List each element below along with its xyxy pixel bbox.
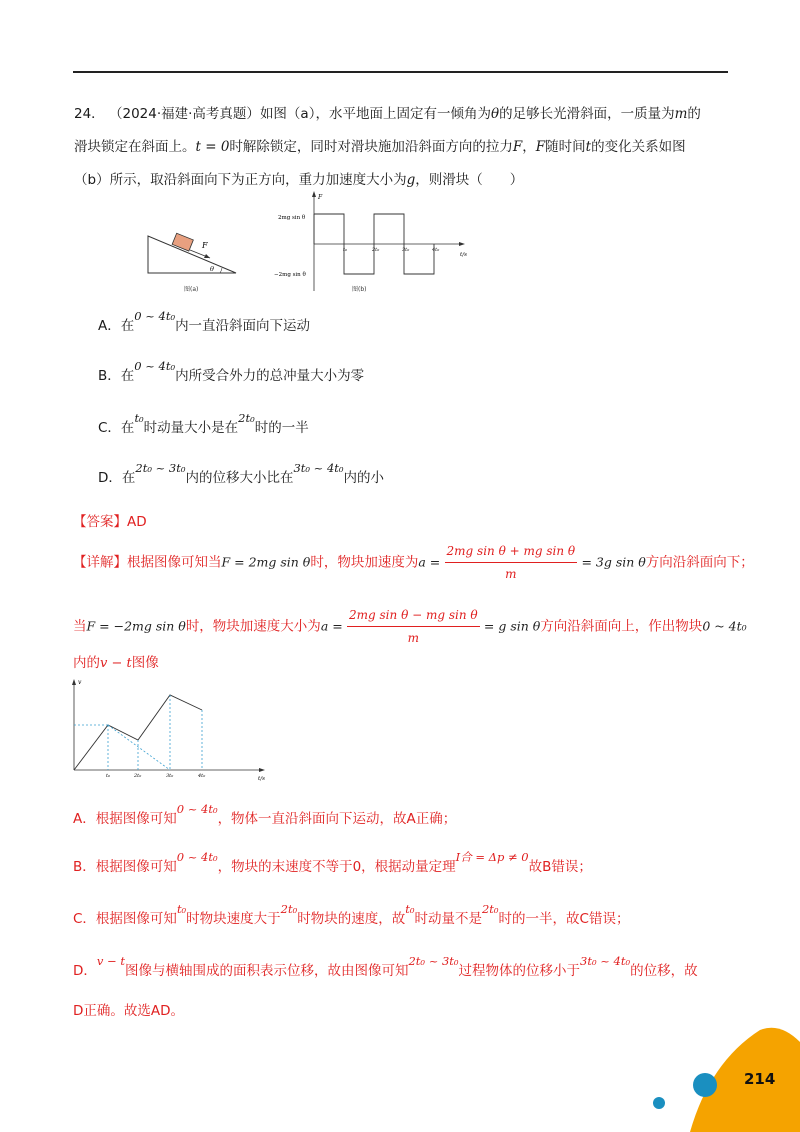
vt-tick: 4t₀ xyxy=(198,773,206,779)
figure-b-neg-label: −2mg sin θ xyxy=(274,272,306,278)
figure-a-incline xyxy=(140,218,250,296)
figure-b-caption: 图(b) xyxy=(352,286,367,293)
answer-tag: 【答案】 xyxy=(73,514,127,530)
analysis-d: D．v − t图像与横轴围成的面积表示位移，故由图像可知2t₀ ~ 3t₀过程物体的位移小于3t₀ ~ 4t₀的位移，故 xyxy=(73,954,698,979)
vt-graph xyxy=(66,676,276,782)
fraction: $\frac{\text{2mg sin θ + mg sin θ}}{m}$ xyxy=(445,540,578,585)
detail-line-2: 当F = −2mg sin θ时，物块加速度大小为a = $\frac{\text{2mg sin θ − mg sin θ}}{m}$ = g sin θ方向沿斜面向上，作出物块0 ~ 4t₀ xyxy=(73,604,747,649)
question-number: 24． xyxy=(74,106,105,122)
figure-b-tick: 4t₀ xyxy=(432,247,440,253)
detail-line-3: 内的v − t图像 xyxy=(73,655,159,671)
figure-b-xaxis: t/s xyxy=(460,252,467,258)
figure-b-tick: t₀ xyxy=(343,247,348,253)
figure-b-tick: 2t₀ xyxy=(372,247,380,253)
option-c: C．在t₀时动量大小是在2t₀时的一半 xyxy=(98,411,309,436)
figure-b-force-time xyxy=(272,188,472,296)
slider-block xyxy=(172,233,193,251)
page-corner-dots xyxy=(648,1068,720,1112)
vt-yaxis: v xyxy=(78,679,82,686)
option-d: D．在2t₀ ~ 3t₀内的位移大小比在3t₀ ~ 4t₀内的小 xyxy=(98,461,384,486)
analysis-a: A．根据图像可知0 ~ 4t₀，物体一直沿斜面向下运动，故A正确； xyxy=(73,802,457,827)
question-source: （2024·福建·高考真题） xyxy=(108,106,260,122)
figure-b-tick: 3t₀ xyxy=(402,247,410,253)
vt-tick: 2t₀ xyxy=(134,773,142,779)
question-stem: 24． （2024·福建·高考真题）如图（a），水平地面上固定有一倾角为θ的足够长光滑斜面，一质量为m的 滑块锁定在斜面上。t = 0时解除锁定，同时对滑块施加沿斜面方向的拉力F，F随时间t的变化关系如图 （b）所示，取沿斜面向下为正方向，重力加速度大小为g，则滑块（ ） xyxy=(74,106,701,188)
vt-xaxis: t/s xyxy=(258,776,265,782)
option-b: B．在0 ~ 4t₀内所受合外力的总冲量大小为零 xyxy=(98,359,365,384)
detail-line-1: 【详解】根据图像可知当F = 2mg sin θ时，物块加速度为a = $\frac{\text{2mg sin θ + mg sin θ}}{m}$ = 3g sin θ方向沿斜面向下； xyxy=(73,540,754,585)
fraction: $\frac{\text{2mg sin θ − mg sin θ}}{m}$ xyxy=(347,604,480,649)
option-a: A．在0 ~ 4t₀内一直沿斜面向下运动 xyxy=(98,309,311,334)
answer xyxy=(73,510,147,530)
angle-label: θ xyxy=(210,265,214,273)
figure-b-pos-label: 2mg sin θ xyxy=(278,215,306,221)
vt-guides xyxy=(74,695,202,770)
vt-curve xyxy=(74,695,202,770)
analysis-b: B．根据图像可知0 ~ 4t₀，物块的末速度不等于0，根据动量定理I合 = Δp ≠ 0故B错误； xyxy=(73,850,592,875)
figure-a-caption: 图(a) xyxy=(184,286,199,293)
header-rule xyxy=(73,71,728,73)
force-label: F xyxy=(202,241,208,250)
vt-tick: t₀ xyxy=(106,773,111,779)
answer-value: AD xyxy=(127,514,147,530)
vt-tick: 3t₀ xyxy=(166,773,174,779)
analysis-d-cont: D正确。故选AD。 xyxy=(73,1003,185,1019)
analysis-c: C．根据图像可知t₀时物块速度大于2t₀时物块的速度，故t₀时动量不是2t₀时的一半，故C错误； xyxy=(73,902,630,927)
page-number: 214 xyxy=(744,1070,776,1088)
figure-b-yaxis: F xyxy=(318,194,323,201)
